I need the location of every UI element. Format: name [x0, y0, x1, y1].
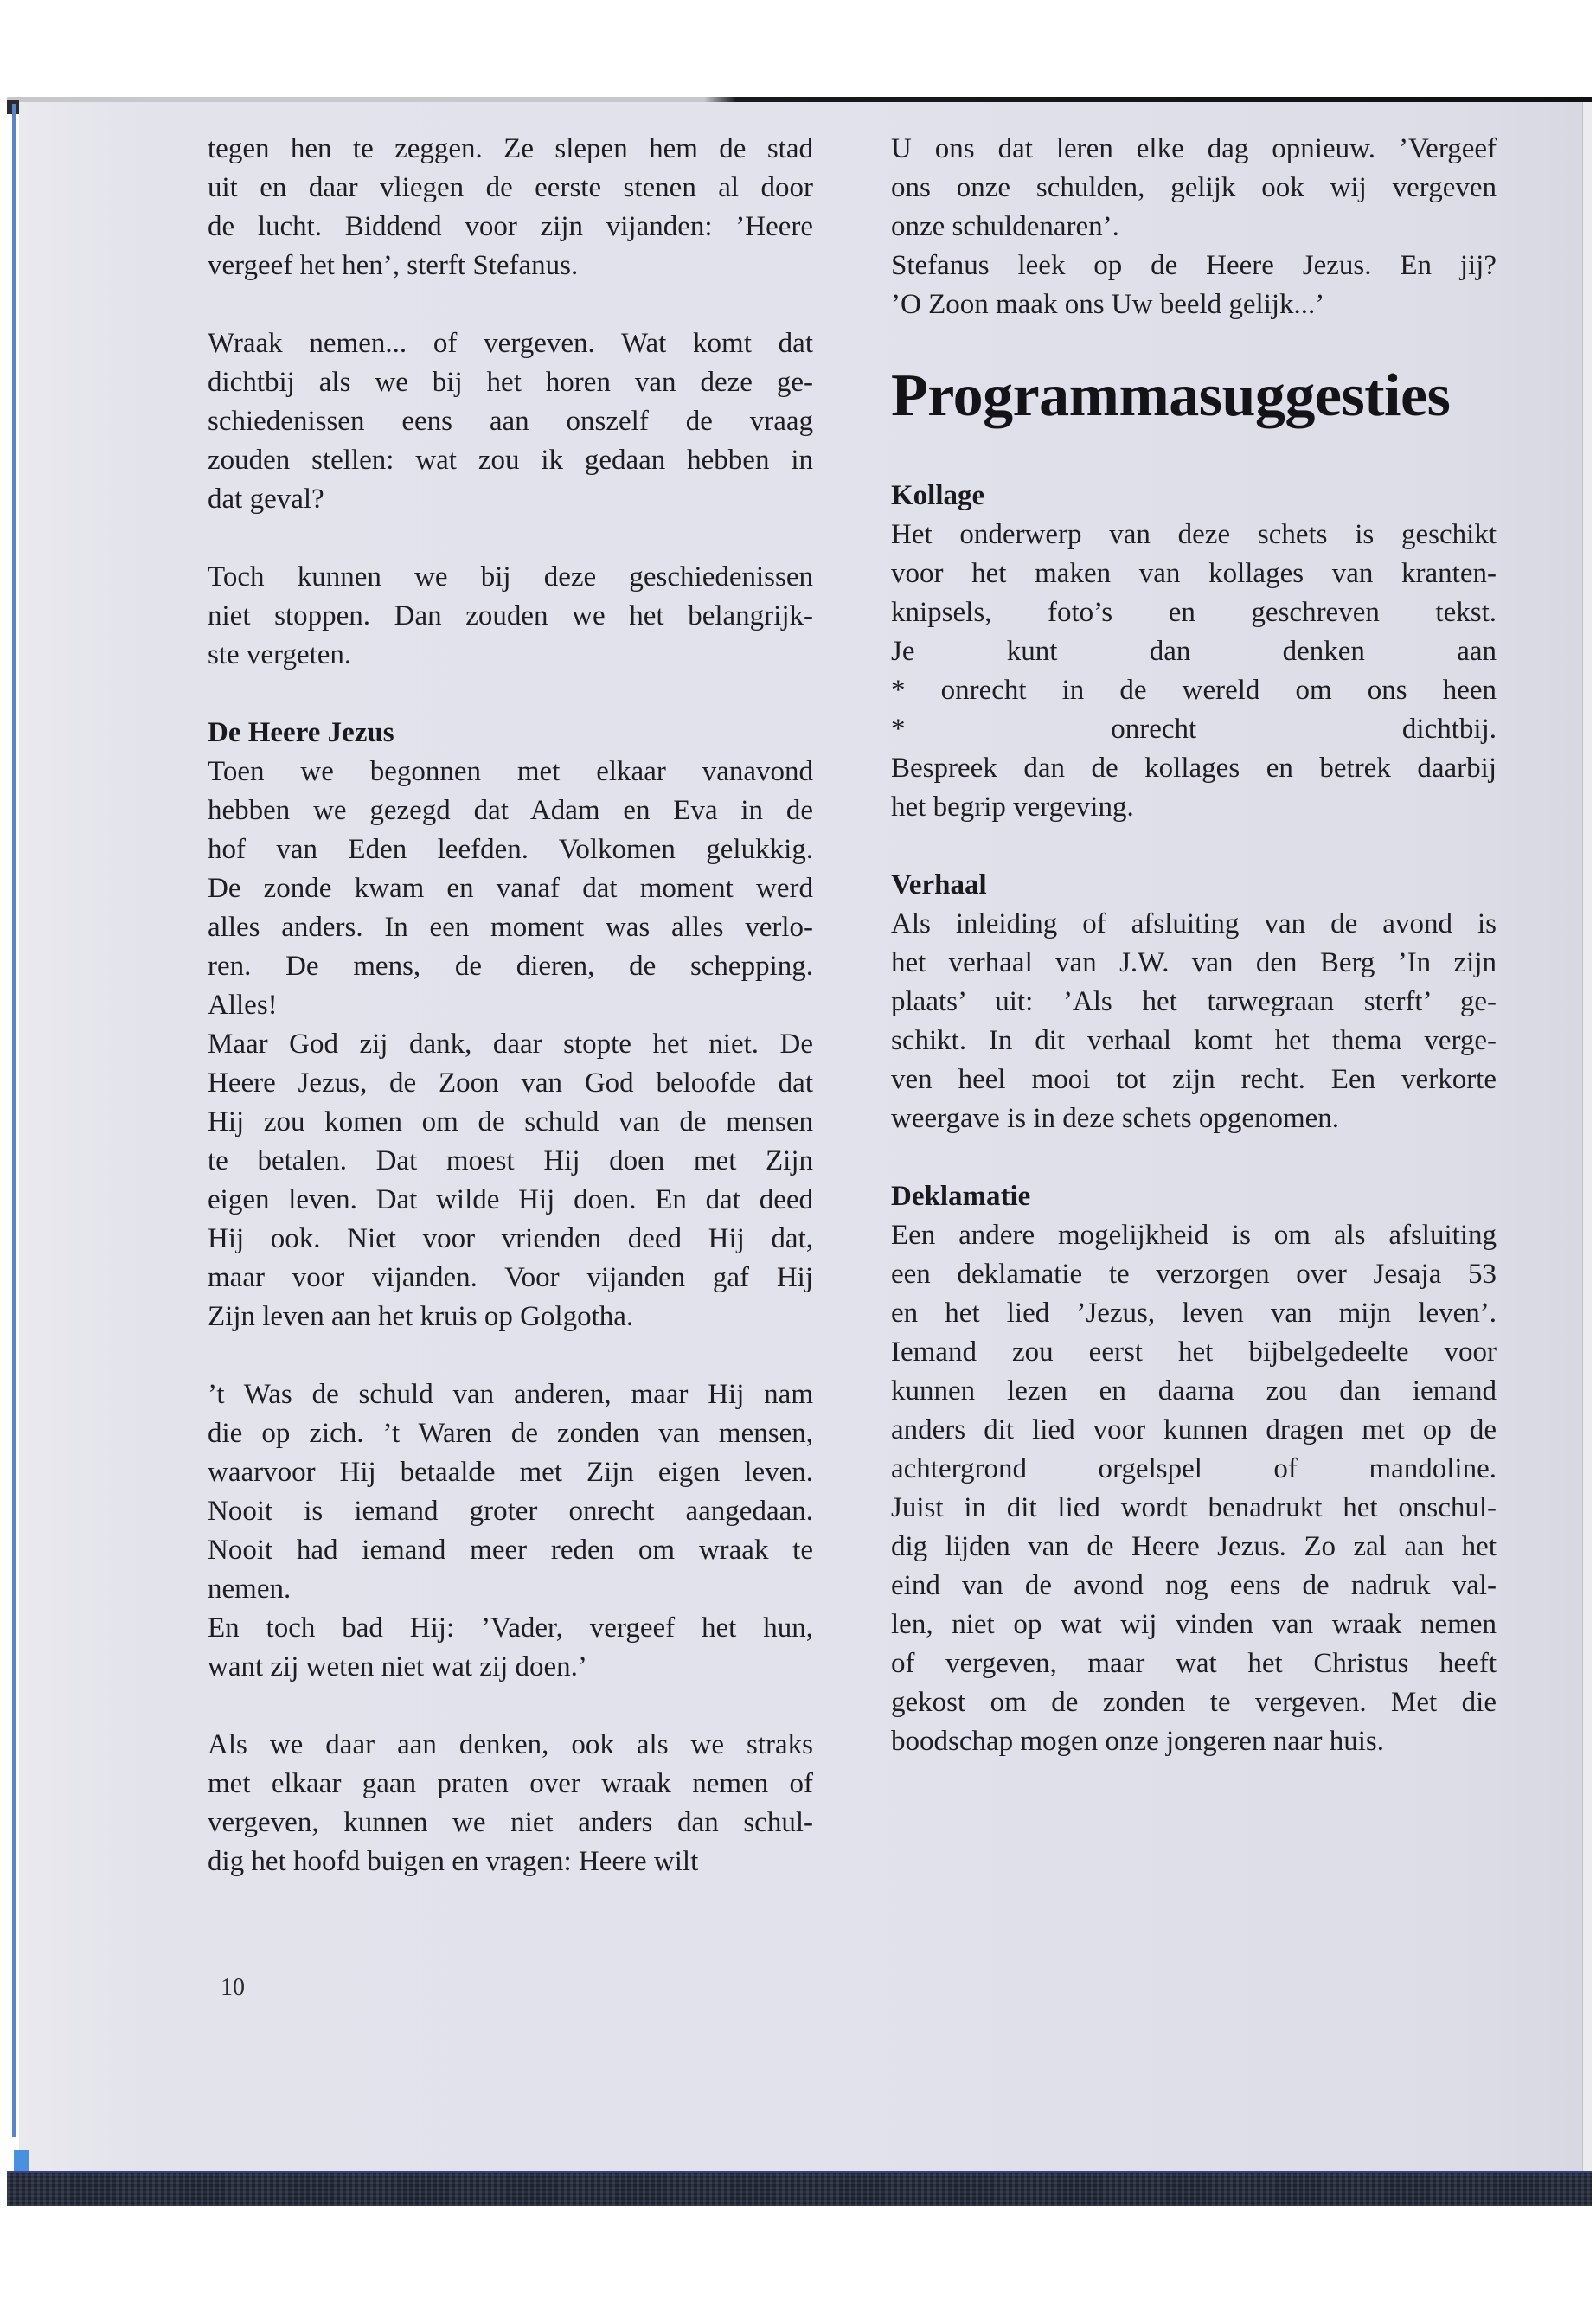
text-line: nemen. [208, 1574, 292, 1605]
text-line: Stefanus leek op de Heere Jezus. En jij? [891, 250, 1497, 281]
text-line: Je kunt dan denken aan [891, 636, 1497, 667]
text-line: plaats’ uit: ’Als het tarwegraan sterft’ ge- [891, 986, 1497, 1017]
text-line: ren. De mens, de dieren, de schepping. [208, 951, 813, 982]
page-edge-right [1582, 102, 1592, 2171]
text-line: hof van Eden leefden. Volkomen gelukkig. [208, 834, 813, 865]
paragraph-deklamatie [891, 1216, 1497, 1761]
text-line: dig lijden van de Heere Jezus. Zo zal aan het [891, 1531, 1497, 1562]
text-line: ’O Zoon maak ons Uw beeld gelijk...’ [891, 289, 1325, 320]
text-line: Wraak nemen... of vergeven. Wat komt dat [208, 328, 813, 359]
text-line: Hij ook. Niet voor vrienden deed Hij dat, [208, 1223, 813, 1254]
text-line: een deklamatie te verzorgen over Jesaja 53 [891, 1259, 1497, 1290]
text-line: Juist in dit lied wordt benadrukt het onschul- [891, 1492, 1497, 1523]
text-line: schikt. In dit verhaal komt het thema verge- [891, 1025, 1497, 1056]
text-line: met elkaar gaan praten over wraak nemen of [208, 1768, 813, 1799]
text-line: maar voor vijanden. Voor vijanden gaf Hij [208, 1262, 813, 1293]
text-line: Een andere mogelijkheid is om als afsluiting [891, 1220, 1497, 1251]
text-line: Alles! [208, 990, 278, 1021]
text-line: Als we daar aan denken, ook als we straks [208, 1729, 813, 1760]
paragraph-stefanus-leek [891, 247, 1497, 324]
text-line: hebben we gezegd dat Adam en Eva in de [208, 795, 813, 826]
text-line: len, niet op wat wij vinden van wraak nemen [891, 1609, 1497, 1640]
text-line: Het onderwerp van deze schets is geschikt [891, 519, 1497, 550]
text-line: voor het maken van kollages van kranten- [891, 558, 1497, 589]
text-line: want zij weten niet wat zij doen.’ [208, 1651, 587, 1682]
text-line: en het lied ’Jezus, leven van mijn leven’. [891, 1298, 1497, 1329]
paragraph-verhaal [891, 905, 1497, 1138]
text-line: schiedenissen eens aan onszelf de vraag [208, 406, 813, 437]
text-line: Nooit had iemand meer reden om wraak te [208, 1535, 813, 1566]
text-line: Zijn leven aan het kruis op Golgotha. [208, 1301, 634, 1332]
text-line: zouden stellen: wat zou ik gedaan hebben in [208, 445, 813, 476]
text-line: dat geval? [208, 484, 324, 515]
text-line: U ons dat leren elke dag opnieuw. ’Vergeef [891, 133, 1497, 164]
text-line: kunnen lezen en daarna zou dan iemand [891, 1375, 1497, 1407]
text-line: alles anders. In een moment was alles verlo- [208, 912, 813, 943]
text-line: of vergeven, maar wat het Christus heeft [891, 1648, 1497, 1679]
paragraph-schuld-van-anderen [208, 1375, 813, 1609]
text-line: Als inleiding of afsluiting van de avond is [891, 908, 1497, 939]
text-line: die op zich. ’t Waren de zonden van mensen, [208, 1418, 813, 1449]
left-column [208, 130, 813, 1881]
paragraph-als-we-daar-aan-denken [208, 1726, 813, 1881]
text-line: Toen we begonnen met elkaar vanavond [208, 756, 813, 787]
paragraph-toch-kunnen [208, 558, 813, 675]
text-line: eind van de avond nog eens de nadruk val- [891, 1570, 1497, 1601]
paragraph-maar-god-zij-dank [208, 1025, 813, 1336]
text-line: Nooit is iemand groter onrecht aangedaan. [208, 1496, 813, 1527]
section-heading-verhaal: Verhaal [891, 869, 987, 901]
text-line: Iemand zou eerst het bijbelgedeelte voor [891, 1336, 1497, 1368]
text-line: ven heel mooi tot zijn recht. Een verkorte [891, 1064, 1497, 1095]
section-heading-deklamatie: Deklamatie [891, 1181, 1031, 1212]
text-line: De zonde kwam en vanaf dat moment werd [208, 873, 813, 904]
paragraph-gap [891, 1138, 1497, 1177]
text-line: te betalen. Dat moest Hij doen met Zijn [208, 1145, 813, 1176]
text-line: het verhaal van J.W. van den Berg ’In zijn [891, 947, 1497, 978]
text-line: onze schuldenaren’. [891, 211, 1119, 242]
text-line: het begrip vergeving. [891, 792, 1134, 823]
text-line: ’t Was de schuld van anderen, maar Hij nam [208, 1379, 813, 1410]
text-line: En toch bad Hij: ’Vader, vergeef het hun, [208, 1612, 813, 1644]
text-line: knipsels, foto’s en geschreven tekst. [891, 597, 1497, 628]
text-line: Heere Jezus, de Zoon van God beloofde dat [208, 1067, 813, 1099]
text-line: Bespreek dan de kollages en betrek daarbij [891, 753, 1497, 784]
book-spine-edge [12, 104, 16, 2137]
text-line: Maar God zij dank, daar stopte het niet. De [208, 1029, 813, 1060]
paragraph-vader-vergeef [208, 1609, 813, 1687]
paragraph-gap [891, 827, 1497, 866]
text-line: Toch kunnen we bij deze geschiedenissen [208, 561, 813, 593]
spine-corner-bottom [14, 2150, 29, 2173]
text-line: * onrecht in de wereld om ons heen [891, 675, 1497, 706]
text-line: anders dit lied voor kunnen dragen met op de [891, 1414, 1497, 1445]
text-line: vergeef het hen’, sterft Stefanus. [208, 250, 579, 281]
text-line: Hij zou komen om de schuld van de mensen [208, 1106, 813, 1138]
paragraph-gap [208, 1687, 813, 1726]
text-line: uit en daar vliegen de eerste stenen al door [208, 172, 813, 203]
text-line: achtergrond orgelspel of mandoline. [891, 1453, 1497, 1484]
paragraph-leren-elke-dag [891, 130, 1497, 247]
paragraph-wraak-of-vergeven [208, 324, 813, 519]
book-cover-bottom-edge [7, 2171, 1592, 2206]
text-line: vergeven, kunnen we niet anders dan schul- [208, 1807, 813, 1838]
paragraph-gap [208, 285, 813, 324]
page-number: 10 [221, 1974, 245, 2001]
text-line: boodschap mogen onze jongeren naar huis. [891, 1726, 1384, 1757]
section-heading-kollage: Kollage [891, 480, 985, 511]
text-line: * onrecht dichtbij. [891, 714, 1497, 745]
paragraph-gap [208, 675, 813, 714]
paragraph-gap [208, 519, 813, 558]
text-line: dig het hoofd buigen en vragen: Heere wilt [208, 1846, 699, 1877]
text-line: ste vergeten. [208, 639, 352, 670]
text-line: gekost om de zonden te vergeven. Met die [891, 1687, 1497, 1718]
paragraph-gap [208, 1336, 813, 1375]
text-line: eigen leven. Dat wilde Hij doen. En dat deed [208, 1184, 813, 1215]
section-title-programmasuggesties: Programmasuggesties [891, 362, 1451, 429]
text-line: tegen hen te zeggen. Ze slepen hem de stad [208, 133, 813, 164]
paragraph-adam-en-eva [208, 753, 813, 1025]
paragraph-kollage [891, 516, 1497, 827]
right-column [891, 130, 1497, 1761]
text-line: de lucht. Biddend voor zijn vijanden: ’Heere [208, 211, 813, 242]
text-line: ons onze schulden, gelijk ook wij vergeven [891, 172, 1497, 203]
text-line: waarvoor Hij betaalde met Zijn eigen leven. [208, 1457, 813, 1488]
section-heading-de-heere-jezus: De Heere Jezus [208, 717, 394, 748]
text-line: niet stoppen. Dan zouden we het belangrijk- [208, 600, 813, 631]
text-line: weergave is in deze schets opgenomen. [891, 1103, 1340, 1134]
paragraph-stefanus-death [208, 130, 813, 285]
text-line: dichtbij als we bij het horen van deze ge- [208, 367, 813, 398]
